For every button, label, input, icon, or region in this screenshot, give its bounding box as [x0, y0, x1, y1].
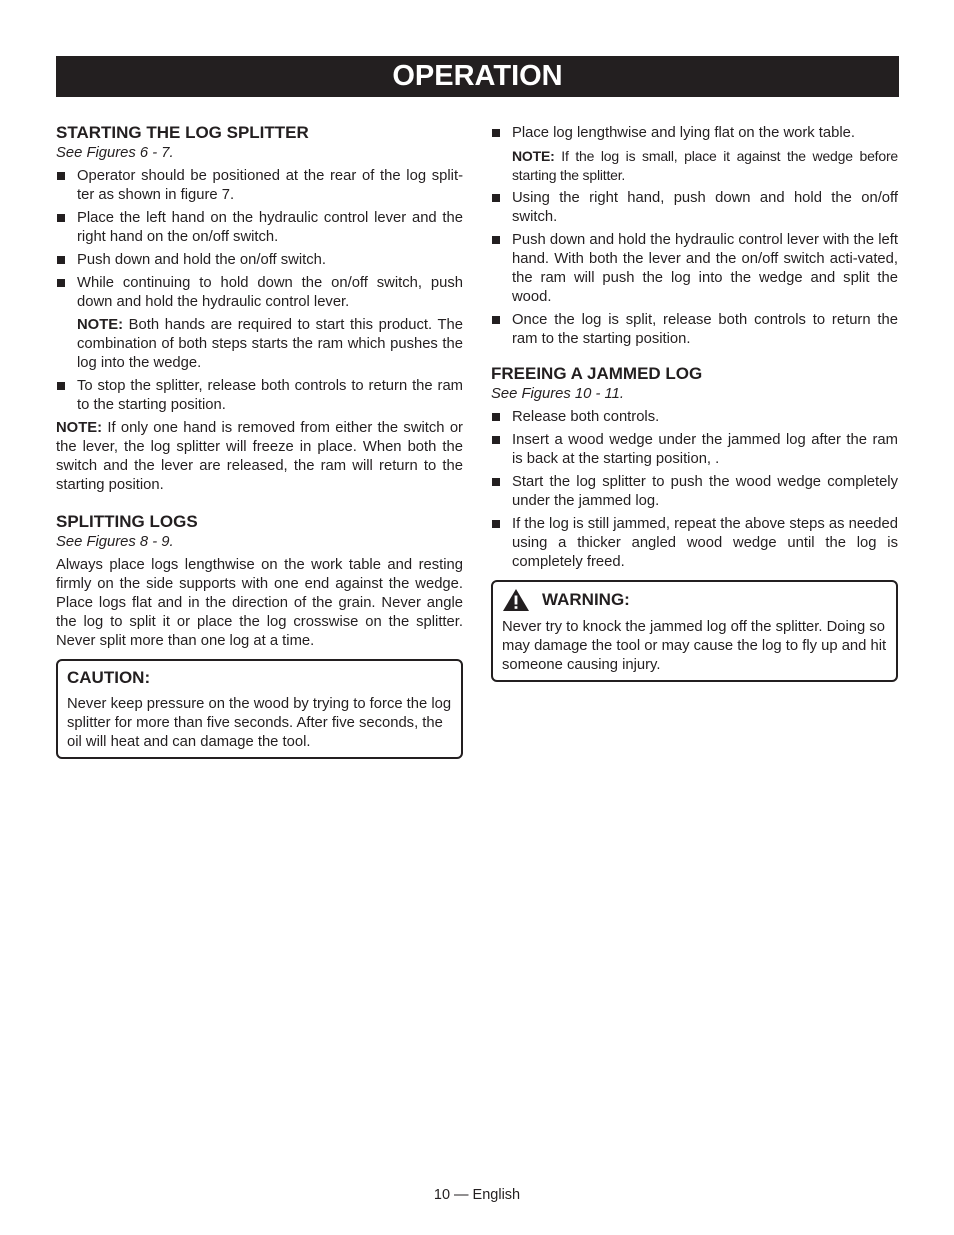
warning-triangle-icon [502, 588, 530, 612]
bullet-icon [57, 256, 65, 264]
bullet-icon [492, 129, 500, 137]
splitting-see-figures: See Figures 8 - 9. [56, 534, 174, 550]
list-item: To stop the splitter, release both controls to return the ram to the starting position. [56, 377, 463, 415]
bullet-icon [492, 520, 500, 528]
list-item: Place log lengthwise and lying flat on the work table. [491, 124, 898, 143]
bullet-icon [57, 279, 65, 287]
list-item: Start the log splitter to push the wood wedge completely under the jammed log. [491, 473, 898, 511]
freeing-see-figures: See Figures 10 - 11. [491, 386, 624, 402]
list-item: Using the right hand, push down and hold the on/off switch. [491, 189, 898, 227]
bullet-icon [492, 436, 500, 444]
bullet-icon [492, 194, 500, 202]
bullet-icon [492, 478, 500, 486]
splitting-paragraph: Always place logs lengthwise on the work table and resting firmly on the side supports with one end against the wedge. Place logs flat and in the direction of the grain. Never angle the log to split it or place the log crosswise on the splitter. Never split more than one log at a time. [56, 557, 463, 649]
splitting-steps-list-cont [491, 189, 898, 349]
splitting-heading: SPLITTING LOGS [56, 512, 198, 531]
starting-note: NOTE: If only one hand is removed from either the switch or the lever, the log splitter will freeze in place. When both the switch and the lever are released, the ram will return to the starting position. [56, 420, 463, 493]
list-item: Push down and hold the hydraulic control lever with the left hand. With both the lever and the on/off switch acti-vated, the ram will push the log into the wedge and split the wood. [491, 231, 898, 307]
list-item: Operator should be positioned at the rear of the log split-ter as shown in figure 7. [56, 167, 463, 205]
starting-list-cont [56, 377, 463, 415]
bullet-icon [57, 382, 65, 390]
list-item: If the log is still jammed, repeat the above steps as needed using a thicker angled wood wedge until the log is completely freed. [491, 515, 898, 572]
freeing-heading: FREEING A JAMMED LOG [491, 364, 703, 383]
splitting-steps-list [491, 124, 898, 143]
starting-inner-note: NOTE: Both hands are required to start this product. The combination of both steps starts the ram which pushes the log into the wedge. [77, 317, 463, 371]
bullet-icon [492, 316, 500, 324]
caution-text: Never keep pressure on the wood by trying to force the log splitter for more than five seconds. After five seconds, the oil will heat and can damage the tool. [67, 696, 452, 750]
freeing-list [491, 408, 898, 572]
bullet-icon [492, 236, 500, 244]
warning-header [502, 588, 887, 612]
warning-text: Never try to knock the jammed log off the splitter. Doing so may damage the tool or may cause the log to fly up and hit someone causing injury. [502, 619, 887, 673]
bullet-icon [57, 172, 65, 180]
list-item: Once the log is split, release both controls to return the ram to the starting position. [491, 311, 898, 349]
page-title: OPERATION [56, 56, 899, 97]
warning-title: WARNING: [542, 590, 630, 609]
splitting-steps-note: NOTE: If the log is small, place it against the wedge before starting the splitter. [512, 148, 898, 183]
bullet-icon [492, 413, 500, 421]
bullet-icon [57, 214, 65, 222]
list-item: While continuing to hold down the on/off switch, push down and hold the hydraulic control lever. [56, 274, 463, 312]
starting-list [56, 167, 463, 312]
starting-see-figures: See Figures 6 - 7. [56, 145, 174, 161]
list-item: Place the left hand on the hydraulic control lever and the right hand on the on/off switch. [56, 209, 463, 247]
list-item: Insert a wood wedge under the jammed log after the ram is back at the starting position, . [491, 431, 898, 469]
page-footer: 10 — English [433, 1187, 521, 1203]
list-item: Release both controls. [491, 408, 898, 427]
list-item: Push down and hold the on/off switch. [56, 251, 463, 270]
starting-heading: STARTING THE LOG SPLITTER [56, 123, 309, 142]
right-column [491, 122, 898, 682]
left-column [56, 122, 463, 759]
caution-title: CAUTION: [67, 668, 151, 687]
warning-box [491, 580, 898, 682]
caution-box [56, 659, 463, 759]
